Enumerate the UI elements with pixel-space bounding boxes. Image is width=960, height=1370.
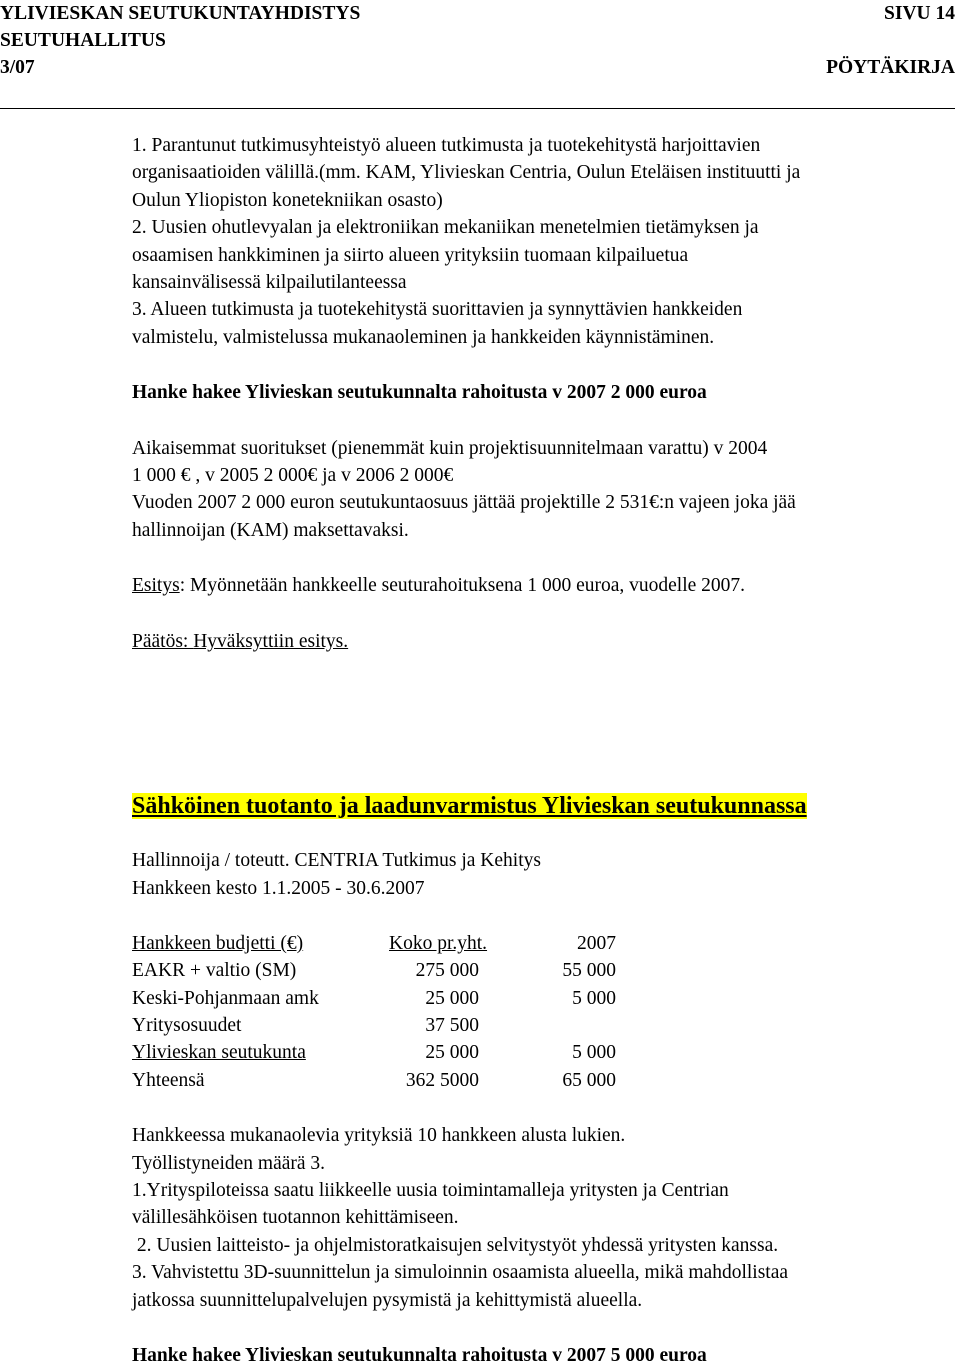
budget-total-row: Yhteensä 362 5000 65 000 [132, 1069, 616, 1091]
intro-line: 3. Alueen tutkimusta ja tuotekehitystä suorittavien ja synnyttävien hankkeiden [132, 299, 743, 321]
intro-line: 1. Parantunut tutkimusyhteistyö alueen tutkimusta ja tuotekehitystä harjoittavien [132, 135, 761, 156]
budget-row: Yritysosuudet 37 500 [132, 1015, 479, 1037]
previous-line: Vuoden 2007 2 000 euron seutukuntaosuus jättää projektille 2 531€:n vajeen joka jää [132, 492, 796, 514]
intro-line: Oulun Yliopiston konetekniikan osasto) [132, 189, 443, 211]
previous-funding [132, 435, 932, 545]
budget-row: EAKR + valtio (SM) 275 000 55 000 [132, 960, 616, 982]
budget-header: 2007 [577, 932, 616, 954]
decision-label: Päätös: [132, 630, 194, 652]
intro-line: valmistelu, valmistelussa mukanaoleminen ja hankkeiden käynnistäminen. [132, 326, 715, 348]
intro-line: organisaatioiden välillä.(mm. KAM, Ylivieskan Centria, Oulun Eteläisen instituutti ja [132, 162, 801, 184]
outcomes [132, 1122, 932, 1314]
outcome-line: Hankkeessa mukanaolevia yrityksiä 10 hankkeen alusta lukien. [132, 1125, 626, 1147]
intro-line: osaamisen hankkiminen ja siirto alueen yrityksiin tuomaan kilpailuetua [132, 244, 689, 266]
outcome-line: 2. Uusien laitteisto- ja ohjelmistoratkaisujen selvitystyöt yhdessä yritysten kanssa. [132, 1234, 779, 1256]
previous-line: Aikaisemmat suoritukset (pienemmät kuin projektisuunnitelmaan varattu) v 2004 [132, 437, 768, 459]
page-header [0, 0, 955, 81]
project-duration: Hankkeen kesto 1.1.2005 - 30.6.2007 [132, 877, 425, 899]
outcome-line: 1.Yrityspiloteissa saatu liikkeelle uusia toimintamalleja yritysten ja Centrian [132, 1180, 729, 1202]
administrator: Hallinnoija / toteutt. CENTRIA Tutkimus ja Kehitys [132, 850, 541, 872]
outcome-line: välillesähköisen tuotannon kehittämiseen. [132, 1207, 459, 1229]
budget-row: Keski-Pohjanmaan amk 25 000 5 000 [132, 987, 616, 1009]
proposal-label: Esitys [132, 575, 180, 597]
outcome-line: jatkossa suunnittelupalvelujen pysymistä ja kehittymistä alueella. [132, 1289, 643, 1311]
org-name: YLIVIESKAN SEUTUKUNTAYHDISTYS [0, 3, 361, 24]
budget-header: Hankkeen budjetti (€) [132, 932, 304, 954]
funding-request-2: Hanke hakee Ylivieskan seutukunnalta rahoitusta v 2007 5 000 euroa [132, 1345, 707, 1367]
document-body [132, 132, 932, 1370]
body-name: SEUTUHALLITUS [0, 30, 166, 51]
budget-header-row [132, 930, 932, 957]
previous-line: hallinnoijan (KAM) maksettavaksi. [132, 519, 409, 541]
section-title: Sähköinen tuotanto ja laadunvarmistus Ylivieskan seutukunnassa [132, 793, 807, 820]
funding-request-1: Hanke hakee Ylivieskan seutukunnalta rahoitusta v 2007 2 000 euroa [132, 382, 707, 404]
outcome-line: Työllistyneiden määrä 3. [132, 1152, 326, 1174]
budget-table [132, 930, 932, 1094]
proposal [132, 572, 932, 599]
intro-line: 2. Uusien ohutlevyalan ja elektroniikan mekaniikan menetelmien tietämyksen ja [132, 217, 759, 239]
document-type: PÖYTÄKIRJA [826, 57, 955, 78]
header-row-1 [0, 0, 955, 27]
page-number: SIVU 14 [884, 3, 955, 24]
meeting-number: 3/07 [0, 57, 35, 78]
header-divider [0, 108, 955, 109]
proposal-text: : Myönnetään hankkeelle seuturahoituksena 1 000 euroa, vuodelle 2007. [179, 575, 746, 597]
intro-list [132, 132, 932, 351]
header-row-2 [0, 27, 955, 54]
budget-row: Ylivieskan seutukunta 25 000 5 000 [132, 1042, 616, 1064]
budget-header: Koko pr.yht. [389, 932, 488, 954]
intro-line: kansainvälisessä kilpailutilanteessa [132, 272, 407, 294]
header-row-3 [0, 54, 955, 81]
outcome-line: 3. Vahvistettu 3D-suunnittelun ja simuloinnin osaamista alueella, mikä mahdollistaa [132, 1262, 789, 1284]
decision-text: Hyväksyttiin esitys. [193, 630, 349, 652]
previous-line: 1 000 € , v 2005 2 000€ ja v 2006 2 000€ [132, 465, 454, 487]
decision [132, 628, 932, 655]
